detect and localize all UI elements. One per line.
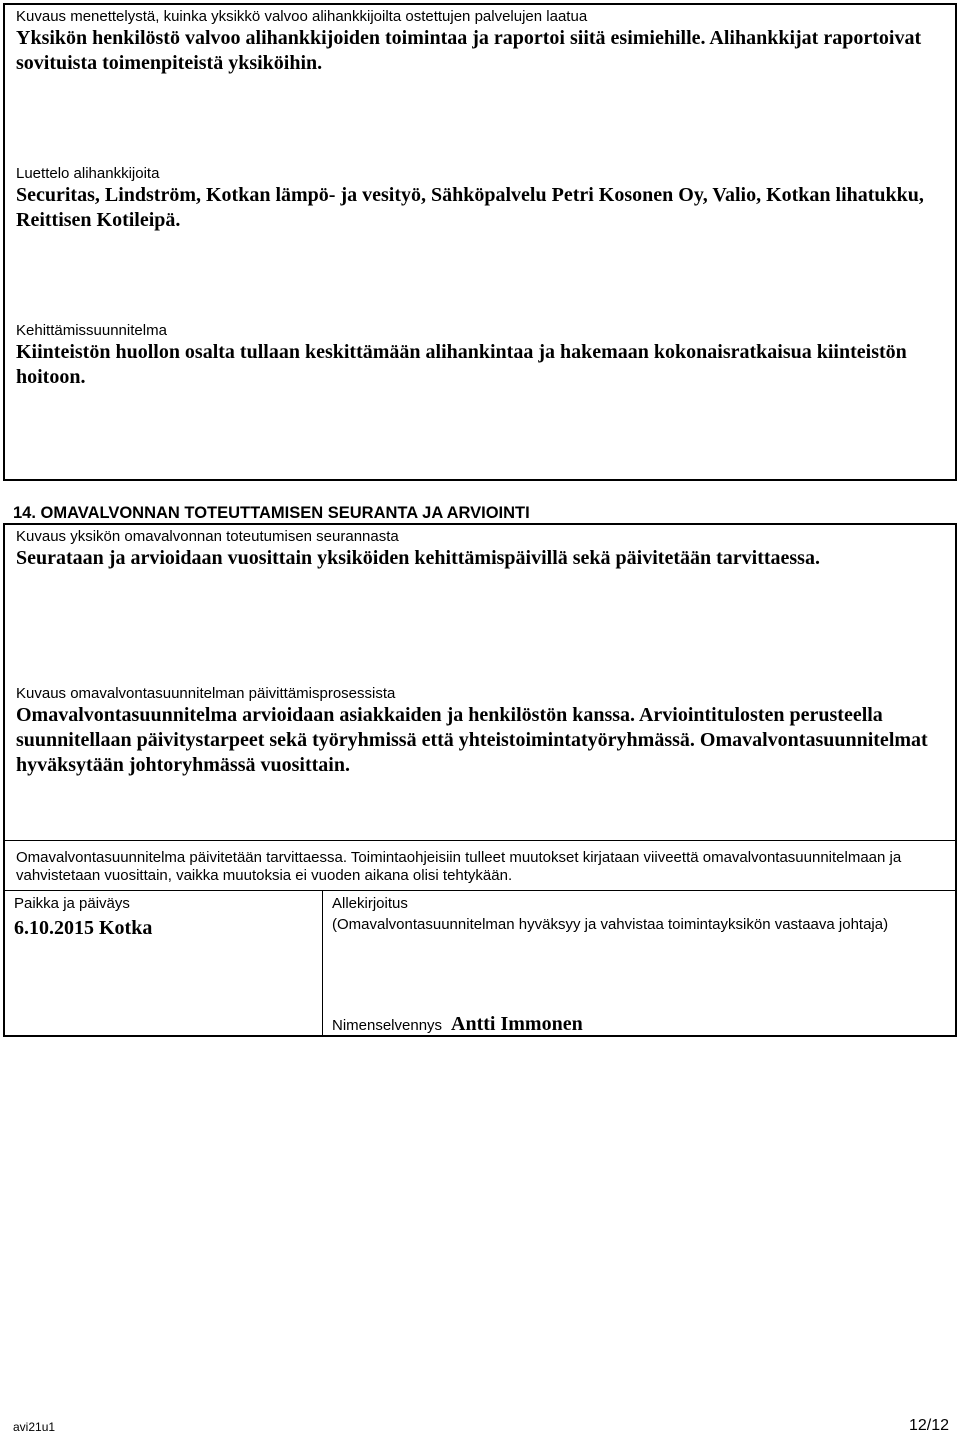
quality-monitoring-label: Kuvaus menettelystä, kuinka yksikkö valvoo alihankkijoilta ostettujen palvelujen laatua (16, 8, 588, 25)
name-clarification-row (332, 1012, 583, 1037)
evaluation-box (3, 523, 957, 1037)
update-process-label: Kuvaus omavalvontasuunnitelman päivittämisprosessista (16, 685, 396, 702)
development-plan-section (16, 322, 944, 390)
name-clarification-value: Antti Immonen (451, 1013, 583, 1035)
follow-up-section (16, 528, 944, 571)
section-14-heading: 14. OMAVALVONNAN TOTEUTTAMISEN SEURANTA JA ARVIOINTI (13, 504, 530, 522)
development-plan-value: Kiinteistön huollon osalta tullaan keskittämään alihankintaa ja hakemaan kokonaisratkaisua kiinteistön hoitoon. (16, 341, 907, 388)
divider-line (5, 840, 955, 841)
follow-up-value: Seurataan ja arvioidaan vuosittain yksiköiden kehittämispäivillä sekä päivitetään tarvittaessa. (16, 547, 820, 569)
update-note-text: Omavalvontasuunnitelma päivitetään tarvittaessa. Toimintaohjeisiin tulleet muutokset kirjataan viiveettä omavalvontasuunnitelmaan ja vahvistetaan vuosittain, vaikka muutoksia ei vuoden aikana olisi tehtykään. (16, 849, 902, 884)
subcontractor-list-label: Luettelo alihankkijoita (16, 165, 160, 182)
update-process-section (16, 685, 944, 778)
subcontractor-list-section (16, 165, 944, 233)
divider-line (5, 890, 955, 891)
place-date-cell (14, 895, 314, 941)
quality-monitoring-section (16, 8, 944, 76)
quality-monitoring-value: Yksikön henkilöstö valvoo alihankkijoiden toimintaa ja raportoi siitä esimiehille. Alihankkijat raportoivat sovituista toimenpiteistä yksiköihin. (16, 27, 922, 74)
page-number: 12/12 (908, 1417, 949, 1434)
name-clarification-label: Nimenselvennys (332, 1017, 443, 1034)
update-note-section (16, 849, 944, 885)
follow-up-label: Kuvaus yksikön omavalvonnan toteutumisen seurannasta (16, 528, 399, 545)
place-date-label: Paikka ja päiväys (14, 895, 130, 912)
update-process-value: Omavalvontasuunnitelma arvioidaan asiakkaiden ja henkilöstön kanssa. Arviointitulosten perusteella suunnitellaan päivitystarpeet sekä työryhmissä että yhteistoimintatyöryhmässä. Omavalvontasuunnitelmat hyväksytään johtoryhmässä vuosittain. (16, 704, 928, 776)
development-plan-label: Kehittämissuunnitelma (16, 322, 167, 339)
signature-label: Allekirjoitus (332, 895, 408, 912)
column-divider (322, 890, 323, 1035)
subcontractor-box (3, 3, 957, 481)
subcontractor-list-value: Securitas, Lindström, Kotkan lämpö- ja vesityö, Sähköpalvelu Petri Kosonen Oy, Valio, Kotkan lihatukku, Reittisen Kotileipä. (16, 184, 924, 231)
document-code: avi21u1 (13, 1420, 56, 1434)
place-date-value: 6.10.2015 Kotka (14, 917, 153, 939)
signature-note: (Omavalvontasuunnitelman hyväksyy ja vahvistaa toimintayksikön vastaava johtaja) (332, 916, 889, 933)
signature-cell (332, 895, 952, 934)
